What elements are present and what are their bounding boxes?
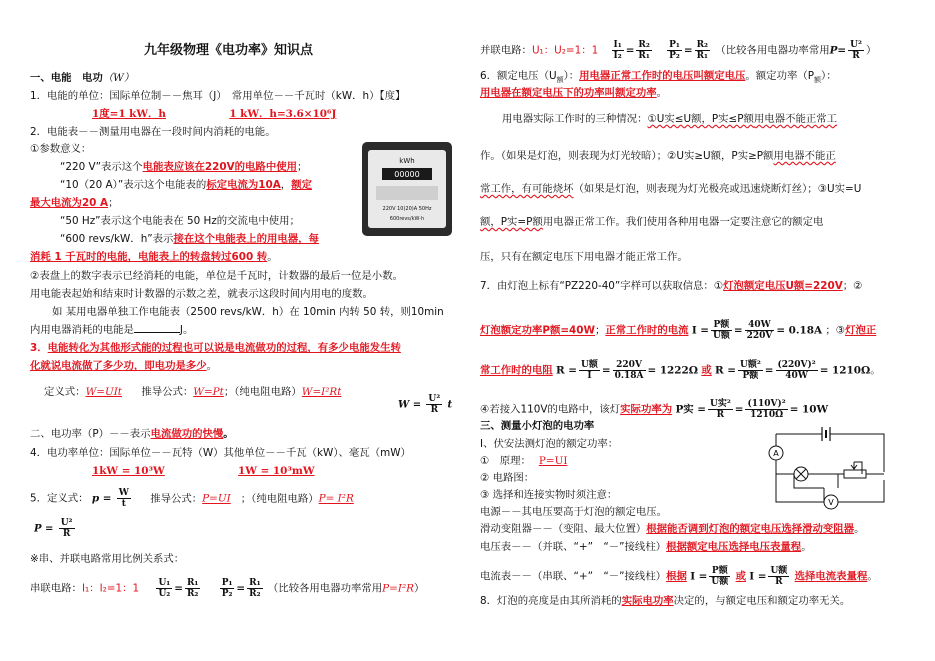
meter-label: kWh bbox=[399, 157, 415, 165]
formula-p-u2r: P = $\frac{\text{U²}}{R}$ bbox=[34, 518, 73, 539]
formula-w-u2r: W = $\frac{\text{U²}}{R}$ t bbox=[398, 394, 453, 415]
line-three-cases: 用电器实际工作时的三种情况：①U实≤U额，P实≤P额用电器不能正常工 bbox=[502, 113, 838, 125]
line-rated-power: 用电器在额定电压下的功率叫额定功率。 bbox=[480, 87, 668, 99]
line-meter-def: 2．电能表－－测量用电器在一段时间内消耗的电能。 bbox=[30, 126, 276, 138]
line-ammeter: 电流表－－（串联、“+” “－”接线柱）根据 I = $\frac{\text{P额}}{\text{U额}}$ 或 I = $\frac{\text{U额}}{R}$ 选择电流表量程。 bbox=[480, 566, 878, 587]
line-power-conv: 1kW = 10³W 1W = 10³mW bbox=[92, 465, 315, 477]
line-50hz: “50 Hz”表示这个电能表在 50 Hz的交流电中使用； bbox=[60, 215, 300, 227]
line-110v: ④若接入110V的电路中，该灯实际功率为 P实 = $\frac{\text{U实²}}{R}$ = $\frac{\text{(110V)²}}{1210\Omega}$ = 10W bbox=[480, 399, 829, 420]
line-rated-resistance: 常工作时的电阻 R = $\frac{\text{U额}}{I}$ = $\frac{220V}{0.18A}$ = 1222Ω 或 R = $\frac{\text{U额²}}{\text{P额}}$ = $\frac{\text{(220V)²}}{40W}$ = 1210Ω。 bbox=[480, 360, 881, 381]
section3-heading: 三、测量小灯泡的电功率 bbox=[480, 420, 595, 432]
line-volt-amp: Ⅰ、伏安法测灯泡的额定功率： bbox=[480, 438, 619, 450]
line-principle: ① 原理： P=UI bbox=[480, 455, 568, 467]
line-source: 电源－－其电压要高于灯泡的额定电压。 bbox=[480, 506, 668, 518]
ammeter-label: A bbox=[773, 449, 779, 458]
line-params: ①参数意义： bbox=[30, 143, 92, 155]
meter-revs: 600revs/kW·h bbox=[389, 216, 425, 222]
line-pz220: 7．由灯泡上标有“PZ220-40”字样可以获取信息：①灯泡额定电压U额=220V；② bbox=[480, 280, 863, 292]
line-case-2-cont: 常工作，有可能烧坏（如果是灯泡，则表现为灯光极亮或迅速烧断灯丝）；③U实=U bbox=[480, 183, 862, 195]
line-rated-voltage: 6．额定电压$(U_额)$：用电器正常工作时的电压叫额定电压。额定功率$(P_额)$： bbox=[480, 70, 837, 85]
line-10a: “10（20 A）”表示这个电能表的标定电流为10A，额定 bbox=[60, 179, 312, 191]
line-select: ③ 选择和连接实物时须注意： bbox=[480, 489, 618, 501]
voltmeter-label: V bbox=[828, 498, 834, 507]
line-power-units: 4．电功率单位：国际单位－－瓦特（W）其他单位－－千瓦（kW）、毫瓦（mW） bbox=[30, 447, 411, 459]
line-rated-current: 灯泡额定功率P额=40W；正常工作时的电流 I = $\frac{\text{P额}}{\text{U额}}$ = $\frac{40W}{220V}$ = 0.18A ；③灯泡正 bbox=[480, 320, 877, 341]
line-case-2: 作。（如果是灯泡，则表现为灯光较暗）；②U实≥U额，P实≥P额用电器不能正 bbox=[480, 150, 836, 162]
line-600revs-cont: 消耗 1 千瓦时的电能，电能表上的转盘转过600 转。 bbox=[30, 251, 278, 263]
line-example: 如 某用电器单独工作电能表（2500 revs/kW．h）在 10min 内转 50 转，则10min bbox=[52, 306, 444, 318]
electric-meter-image bbox=[358, 138, 458, 240]
line-parallel: 并联电路：U₁：U₂=1：1 $\frac{\text{I₁}}{\text{I₂}}$ = $\frac{\text{R₂}}{\text{R₁}}$ $\frac{\text{P₁}}{\text{P₂}}$ = $\frac{\text{R₂}}{\text{R₁}}$ （比较各用电器功率常用P= $\frac{\text{U²}}{R}$ ） bbox=[480, 40, 877, 61]
line-circuit-label: ② 电路图： bbox=[480, 472, 535, 484]
line-series: 串联电路：I₁：I₂=1：1 $\frac{\text{U₁}}{\text{U₂}}$ = $\frac{\text{R₁}}{\text{R₂}}$ $\frac{\text{P₁}}{\text{P₂}}$ = $\frac{\text{R₁}}{\text{R₂}}$ （比较各用电器功率常用P=I²R） bbox=[30, 578, 425, 599]
line-energy-conv: 3．电能转化为其他形式能的过程也可以说是电流做功的过程，有多少电能发生转 bbox=[30, 342, 401, 354]
line-220v: “220 V”表示这个电能表应该在220V的电路中使用； bbox=[60, 161, 308, 173]
line-voltmeter: 电压表－－（并联、“+” “－”接线柱）根据额定电压选择电压表量程。 bbox=[480, 541, 812, 553]
line-600revs: “600 revs/kW．h”表示接在这个电能表上的用电器，每 bbox=[60, 233, 319, 245]
line-brightness: 8．灯泡的亮度是由其所消耗的实际电功率决定的，与额定电压和额定功率无关。 bbox=[480, 595, 851, 607]
line-rheostat: 滑动变阻器－－（变阻、最大位置）根据能否调到灯泡的额定电压选择滑动变阻器。 bbox=[480, 523, 865, 535]
line-counter: ②表盘上的数字表示已经消耗的电能，单位是千瓦时，计数器的最后一位是小数。 bbox=[30, 270, 403, 282]
meter-digits: 00000 bbox=[394, 170, 420, 179]
line-case-3: 额，P实=P额用电器正常工作。我们使用各种用电器一定要注意它的额定电 bbox=[480, 216, 824, 228]
line-rated-note: 压，只有在额定电压下用电器才能正常工作。 bbox=[480, 251, 688, 263]
section2-heading: 二、电功率（P）－－表示电流做功的快慢。 bbox=[30, 428, 234, 440]
line-units-answer: 1度=1 kW．h 1 kW．h=3.6×10⁶J bbox=[92, 108, 337, 120]
line-20a: 最大电流为20 A； bbox=[30, 197, 119, 209]
page-title: 九年级物理《电功率》知识点 bbox=[144, 43, 314, 58]
line-energy-conv-2: 化就说电流做了多少功，即电功是多少。 bbox=[30, 360, 218, 372]
line-ratio-title: ※串、并联电路常用比例关系式： bbox=[30, 553, 185, 565]
meter-spec: 220V 10(20)A 50Hz bbox=[382, 206, 432, 212]
line-diff: 用电能表起始和结束时计数器的示数之差，就表示这段时间内用电的度数。 bbox=[30, 288, 373, 300]
line-power-def: 5．定义式： p = $\frac{W}{t}$ 推导公式：P=UI ；（纯电阻电路）P= I²R bbox=[30, 488, 354, 509]
circuit-diagram bbox=[766, 420, 898, 520]
section1-heading: 一、电能 电功（W） bbox=[30, 72, 135, 84]
line-example-blank: 内用电器消耗的电能是 J。 bbox=[30, 324, 194, 336]
line-units: 1．电能的单位：国际单位制－－焦耳（J） 常用单位－－千瓦时（kW．h）【度】 bbox=[30, 90, 406, 102]
line-work-formulas: 定义式：W=UIt 推导公式：W=Pt；（纯电阻电路）W=I²Rt bbox=[44, 386, 342, 398]
